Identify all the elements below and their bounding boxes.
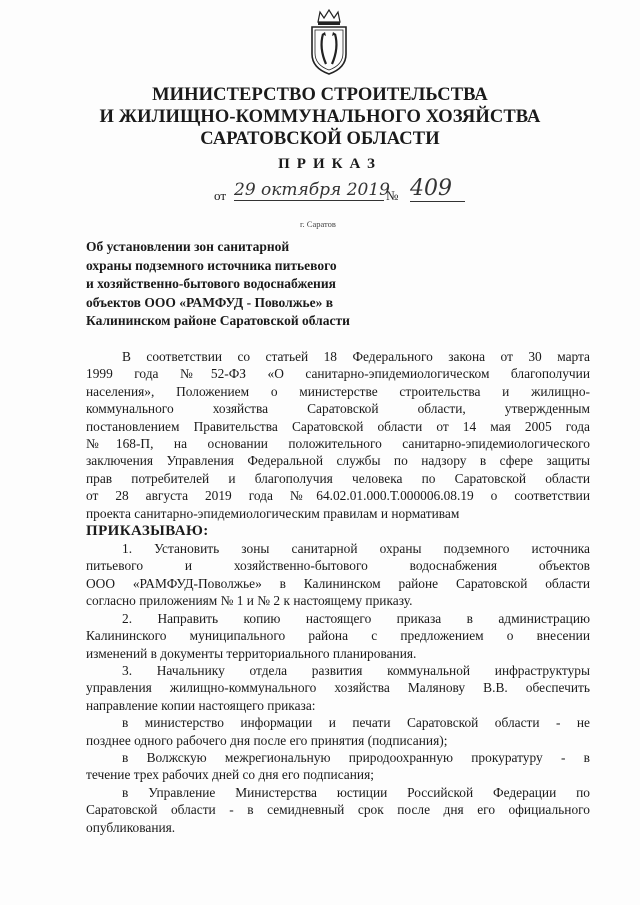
command-heading: ПРИКАЗЫВАЮ: xyxy=(86,523,209,540)
item-2-line: 2. Направить копию настоящего приказа в администрацию xyxy=(122,610,590,626)
subitem-3-line: опубликования. xyxy=(86,819,176,835)
item-1-line: питьевого и хозяйственно-бытового водоснабжения объектов xyxy=(86,558,590,574)
ministry-line: И ЖИЛИЩНО-КОММУНАЛЬНОГО ХОЗЯЙСТВА xyxy=(99,107,541,127)
preamble-line: №168-П, на основании положительного санитарно-эпидемиологического xyxy=(86,436,590,452)
handwritten-date: 29 октября 2019 xyxy=(234,180,390,200)
subject-line: объектов ООО «РАМФУД - Поволжье» в xyxy=(86,294,334,310)
item-3-line: направление копии настоящего приказа: xyxy=(86,697,316,713)
ministry-name xyxy=(90,84,550,150)
subitem-3-line: в Управление Министерства юстиции Российской Федерации по xyxy=(122,784,590,800)
preamble-line: коммунального хозяйства Саратовской области, утвержденным xyxy=(86,401,590,417)
handwritten-order-number: 409 xyxy=(410,176,465,202)
ministry-line: МИНИСТЕРСТВО СТРОИТЕЛЬСТВА xyxy=(152,85,488,105)
city-label: г. Саратов xyxy=(300,219,336,229)
order-date-number-line xyxy=(200,176,500,206)
preamble-line: В соответствии со статьей 18 Федерального закона от 30 марта xyxy=(122,349,590,364)
subitem-1-line: позднее одного рабочего дня после его принятия (подписания); xyxy=(86,732,448,748)
subject-line: Об установлении зон санитарной xyxy=(86,239,290,254)
order-subject xyxy=(86,238,446,331)
document-type-title: ПРИКАЗ xyxy=(278,156,382,172)
subject-line: охраны подземного источника питьевого xyxy=(86,257,337,273)
subitem-3-line: Саратовской области - в семидневный срок после дня его официального xyxy=(86,802,590,818)
item-1-line: 1. Установить зоны санитарной охраны подземного источника xyxy=(122,541,590,557)
subject-line: Калининском районе Саратовской области xyxy=(86,313,350,328)
from-label: от xyxy=(214,188,227,203)
subject-line: и хозяйственно-бытового водоснабжения xyxy=(86,276,336,291)
subitem-1-line: в министерство информации и печати Саратовской области - не xyxy=(122,715,590,731)
preamble-line: заключения Управления Федеральной службы по надзору в сфере защиты xyxy=(86,453,590,469)
item-3-line: 3. Начальнику отдела развития коммунальной инфраструктуры xyxy=(122,662,590,678)
subitem-2-line: в Волжскую межрегиональную природоохранную прокуратуру - в xyxy=(122,749,590,765)
ministry-line: САРАТОВСКОЙ ОБЛАСТИ xyxy=(200,129,440,149)
preamble-line: прав потребителей и благополучия человека по Саратовской области xyxy=(86,470,590,486)
coat-of-arms-icon xyxy=(306,8,352,76)
item-1-line: ООО «РАМФУД-Поволжье» в Калининском районе Саратовской области xyxy=(86,575,590,591)
item-3-line: управления жилищно-коммунального хозяйства Малянову В.В. обеспечить xyxy=(86,680,590,696)
subitem-2-line: течение трех рабочих дней со дня его подписания; xyxy=(86,767,374,783)
preamble-line: проекта санитарно-эпидемиологическим правилам и нормативам xyxy=(86,505,460,521)
item-2-line: изменений в документы территориального планирования. xyxy=(86,645,417,661)
preamble-line: населения», Положением о министерстве строительства и жилищно- xyxy=(86,383,590,399)
order-body xyxy=(86,348,590,836)
preamble-line: постановлением Правительства Саратовской области от 14 мая 2005 года xyxy=(86,418,590,434)
preamble-line: от 28 августа 2019 года №64.02.01.000.Т.000006.08.19 о соответствии xyxy=(86,488,590,504)
preamble-line: 1999 года №52-ФЗ «О санитарно-эпидемиологическом благополучии xyxy=(86,366,590,382)
item-2-line: Калининского муниципального района с предложением о внесении xyxy=(86,628,590,644)
item-1-line: согласно приложениям № 1 и № 2 к настоящему приказу. xyxy=(86,593,413,609)
number-label: № xyxy=(386,188,399,203)
